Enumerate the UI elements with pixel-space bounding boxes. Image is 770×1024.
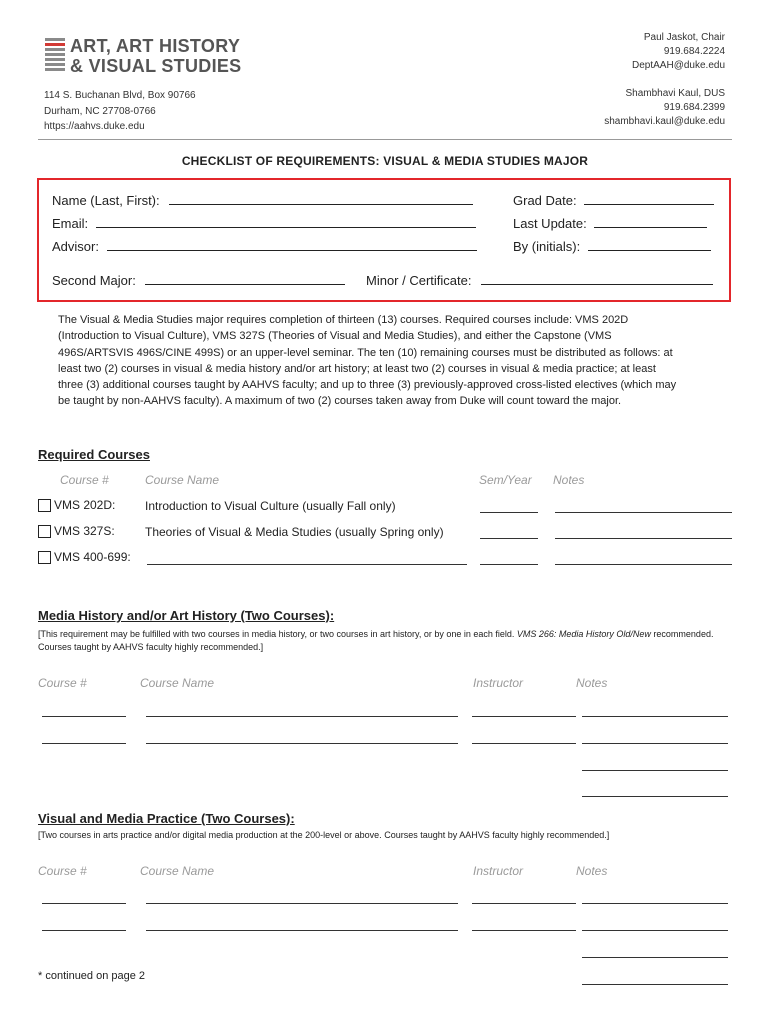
sem-year-line[interactable] (480, 512, 538, 513)
instructor-line[interactable] (472, 743, 576, 744)
course-number: VMS 400-699: (54, 550, 131, 564)
checkbox-vms-202d[interactable] (38, 499, 51, 512)
required-row-3 (38, 550, 131, 564)
notes-line[interactable] (582, 770, 728, 771)
instructor-line[interactable] (472, 930, 576, 931)
media-history-heading: Media History and/or Art History (Two Courses): (38, 608, 335, 623)
by-initials-label: By (initials): (513, 239, 581, 254)
second-major-line[interactable] (145, 284, 345, 285)
instructor-line[interactable] (472, 716, 576, 717)
course-number-line[interactable] (42, 716, 126, 717)
col-instructor: Instructor (473, 864, 524, 878)
department-url[interactable]: https://aahvs.duke.edu (44, 121, 145, 132)
minor-field[interactable] (366, 273, 713, 288)
grad-date-field[interactable] (513, 193, 714, 208)
notes-line[interactable] (555, 512, 732, 513)
required-row-1 (38, 498, 115, 512)
chair-email[interactable]: DeptAAH@duke.edu (632, 60, 725, 71)
media-history-note (38, 628, 718, 654)
checkbox-vms-327s[interactable] (38, 525, 51, 538)
course-name-line[interactable] (147, 564, 467, 565)
notes-line[interactable] (582, 984, 728, 985)
address-city: Durham, NC 27708-0766 (44, 105, 156, 117)
course-name-line[interactable] (146, 930, 458, 931)
logo-line-1: ART, ART HISTORY (70, 36, 241, 56)
address-street: 114 S. Buchanan Blvd, Box 90766 (44, 90, 196, 101)
minor-label: Minor / Certificate: (366, 273, 472, 288)
notes-line[interactable] (582, 903, 728, 904)
dus-email[interactable]: shambhavi.kaul@duke.edu (604, 116, 725, 127)
course-name: Theories of Visual & Media Studies (usually Spring only) (145, 525, 444, 539)
by-initials-field[interactable] (513, 239, 711, 254)
required-row-2 (38, 524, 115, 538)
page-title: CHECKLIST OF REQUIREMENTS: VISUAL & MEDIA STUDIES MAJOR (181, 154, 589, 168)
course-number: VMS 327S: (54, 524, 115, 538)
course-name-line[interactable] (146, 716, 458, 717)
notes-line[interactable] (555, 538, 732, 539)
by-initials-line[interactable] (588, 250, 711, 251)
grad-date-line[interactable] (584, 204, 714, 205)
logo-line-2: & VISUAL STUDIES (70, 56, 242, 76)
col-course-number: Course # (38, 676, 87, 690)
required-courses-heading: Required Courses (38, 447, 150, 462)
media-practice-heading: Visual and Media Practice (Two Courses): (38, 811, 295, 826)
second-major-label: Second Major: (52, 273, 136, 288)
media-practice-note: [Two courses in arts practice and/or digital media production at the 200-level or above. Courses taught by AAHVS faculty highly recommended.] (38, 830, 610, 840)
col-course-name: Course Name (145, 473, 220, 487)
advisor-line[interactable] (107, 250, 477, 251)
chair-phone: 919.684.2224 (663, 46, 725, 57)
grad-date-label: Grad Date: (513, 193, 577, 208)
course-name-line[interactable] (146, 903, 458, 904)
name-field[interactable] (52, 193, 473, 208)
chair-contact (632, 31, 725, 73)
last-update-field[interactable] (513, 216, 707, 231)
notes-line[interactable] (582, 716, 728, 717)
col-notes: Notes (576, 676, 608, 690)
course-number: VMS 202D: (54, 498, 116, 512)
last-update-line[interactable] (594, 227, 707, 228)
second-major-field[interactable] (52, 273, 345, 288)
advisor-label: Advisor: (52, 239, 99, 254)
col-notes: Notes (576, 864, 608, 878)
col-sem-year: Sem/Year (479, 473, 532, 487)
department-logo (70, 36, 242, 76)
department-address (44, 88, 196, 135)
col-instructor: Instructor (473, 676, 524, 690)
email-line[interactable] (96, 227, 476, 228)
course-number-line[interactable] (42, 743, 126, 744)
requirements-description: The Visual & Media Studies major requires completion of thirteen (13) courses. Required courses include: VMS 202D (Introduction to Visual Culture), VMS 327S (Theories of Visual and Media Studies), and either the Capstone (VMS 496S/ARTSVIS 496S/CINE 499S) or an upper-level seminar. The ten (10) remaining courses must be distributed as follows: at least two (2) courses in visual & media history and/or art history; at least two (2) courses in visual & media practice; at least three (3) additional courses taught by AAHVS faculty; and up to three (3) previously-approved cross-listed electives (which may be taught by non-AAHVS faculty). A maximum of two (2) courses taken away from Duke will count toward the major. (58, 314, 677, 408)
note-text: [This requirement may be fulfilled with two courses in media history, or two courses in art history, or by one in each field. (38, 629, 517, 639)
dus-phone: 919.684.2399 (663, 102, 725, 113)
checkbox-vms-400-699[interactable] (38, 551, 51, 564)
name-label: Name (Last, First): (52, 193, 160, 208)
sem-year-line[interactable] (480, 538, 538, 539)
col-notes: Notes (553, 473, 585, 487)
notes-line[interactable] (582, 930, 728, 931)
sem-year-line[interactable] (480, 564, 538, 565)
email-label: Email: (52, 216, 89, 231)
notes-line[interactable] (555, 564, 732, 565)
col-course-name: Course Name (140, 676, 215, 690)
note-text: recommended. Courses taught by AAHVS faculty highly recommended.] (38, 629, 714, 652)
instructor-line[interactable] (472, 903, 576, 904)
col-course-number: Course # (60, 473, 109, 487)
logo-mark (45, 38, 65, 74)
notes-line[interactable] (582, 743, 728, 744)
course-number-line[interactable] (42, 903, 126, 904)
notes-line[interactable] (582, 957, 728, 958)
email-field[interactable] (52, 216, 476, 231)
header-divider (38, 139, 732, 140)
col-course-name: Course Name (140, 864, 215, 878)
continued-note: * continued on page 2 (38, 970, 146, 982)
dus-name: Shambhavi Kaul, DUS (625, 88, 725, 99)
recommended-course: VMS 266: Media History Old/New (516, 629, 651, 639)
course-number-line[interactable] (42, 930, 126, 931)
course-name-line[interactable] (146, 743, 458, 744)
chair-name: Paul Jaskot, Chair (643, 32, 725, 43)
advisor-field[interactable] (52, 239, 477, 254)
col-course-number: Course # (38, 864, 87, 878)
last-update-label: Last Update: (513, 216, 587, 231)
name-line[interactable] (169, 204, 473, 205)
notes-line[interactable] (582, 796, 728, 797)
course-name: Introduction to Visual Culture (usually Fall only) (145, 499, 396, 513)
dus-contact (604, 87, 725, 129)
minor-line[interactable] (481, 284, 713, 285)
